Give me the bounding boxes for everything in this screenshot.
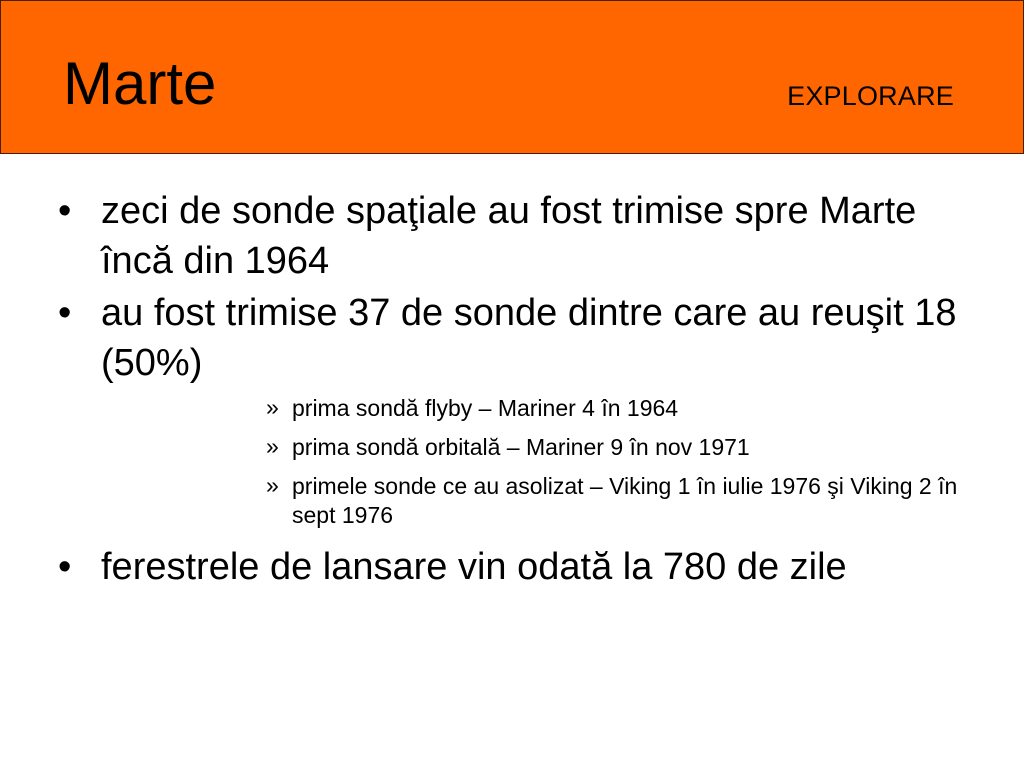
slide-content [58,186,958,594]
bullet-marker: • [58,190,72,232]
sub-bullet-item [266,472,966,530]
sub-bullet-marker: » [266,433,279,459]
bullet-item [58,288,958,388]
sub-bullet-text: primele sonde ce au asolizat – Viking 1 în iulie 1976 şi Viking 2 în sept 1976 [292,473,958,528]
sub-bullet-text: prima sondă orbitală – Mariner 9 în nov 1971 [292,434,750,460]
sub-bullet-item [266,433,966,462]
sub-bullet-marker: » [266,394,279,420]
bullet-item [58,186,958,286]
bullet-text: au fost trimise 37 de sonde dintre care au reuşit 18 (50%) [101,292,957,384]
sub-bullet-item [266,394,966,423]
slide-subtitle: EXPLORARE [787,81,954,111]
slide-title: Marte [63,50,217,117]
bullet-text: zeci de sonde spaţiale au fost trimise spre Marte încă din 1964 [101,190,917,282]
bullet-marker: • [58,546,72,588]
bullet-text: ferestrele de lansare vin odată la 780 de zile [101,546,847,588]
sub-bullet-marker: » [266,472,279,498]
title-banner [0,0,1024,154]
bullet-marker: • [58,292,72,334]
bullet-item [58,542,958,592]
sub-bullet-text: prima sondă flyby – Mariner 4 în 1964 [292,395,679,421]
sub-bullet-list [266,394,966,530]
